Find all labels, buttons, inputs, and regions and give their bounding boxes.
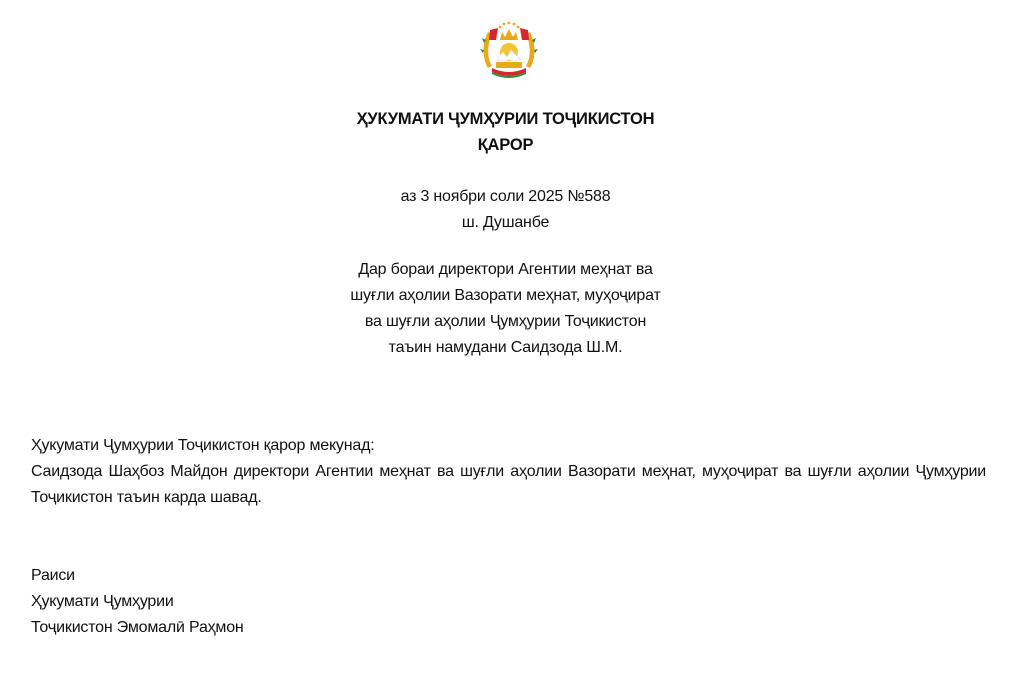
government-title: ҲУКУМАТИ ҶУМҲУРИИ ТОҶИКИСТОН bbox=[356, 110, 655, 128]
signature-line: Ҳукумати Ҷумҳурии bbox=[31, 593, 174, 610]
document-subject bbox=[0, 257, 1011, 361]
document-heading bbox=[0, 106, 1011, 158]
decree-intro: Ҳукумати Ҷумҳурии Тоҷикистон қарор мекунад: bbox=[31, 437, 375, 454]
document-meta bbox=[0, 184, 1011, 236]
signature-line: Тоҷикистон Эмомалӣ Раҳмон bbox=[31, 619, 244, 636]
date-number: аз 3 ноябри соли 2025 №588 bbox=[400, 188, 611, 205]
place: ш. Душанбе bbox=[461, 214, 550, 231]
subject-line: шуғли аҳолии Вазорати меҳнат, муҳоҷират bbox=[350, 287, 661, 304]
signature-block bbox=[31, 563, 986, 641]
subject-line: ва шуғли аҳолии Ҷумҳурии Тоҷикистон bbox=[364, 313, 647, 330]
signature-line: Раиси bbox=[31, 567, 75, 584]
coat-of-arms-icon bbox=[478, 18, 540, 82]
decree-body bbox=[31, 433, 986, 511]
document-type: ҚАРОР bbox=[477, 136, 534, 154]
subject-line: Дар бораи директори Агентии меҳнат ва bbox=[358, 261, 653, 278]
decree-text: Саидзода Шаҳбоз Майдон директори Агентии меҳнат ва шуғли аҳолии Вазорати меҳнат, муҳоҷират ва шуғли аҳолии Ҷумҳурии Тоҷикистон таъин карда шавад. bbox=[31, 463, 986, 506]
subject-line: таъин намудани Саидзода Ш.М. bbox=[388, 339, 623, 356]
